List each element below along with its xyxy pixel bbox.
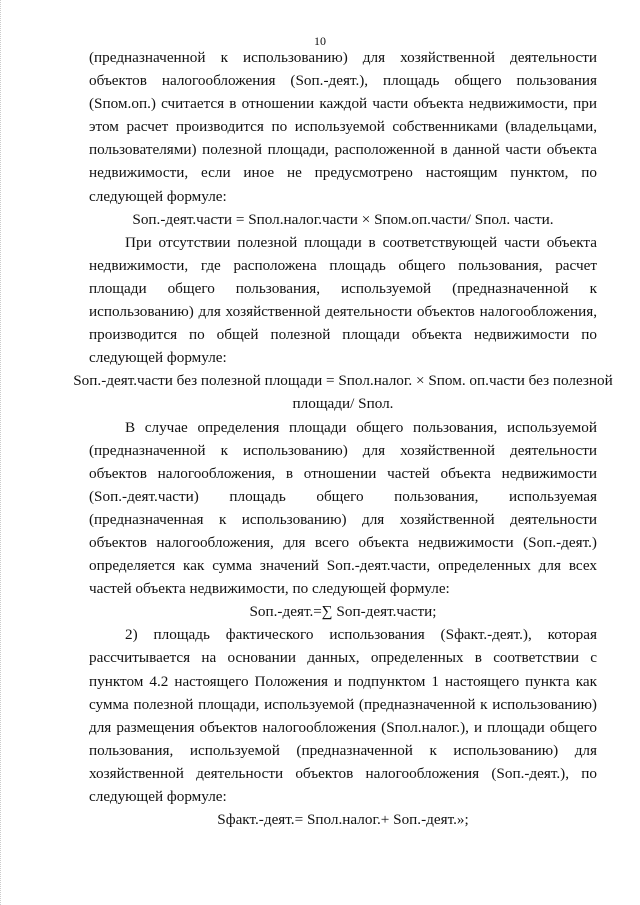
formula-actual-use: Sфакт.-деят.= Sпол.налог.+ Sоп.-деят.»;: [217, 811, 469, 829]
page-number: 10: [314, 34, 326, 48]
formula-sum-parts: Sоп.-деят.=∑ Sоп-деят.части;: [249, 603, 437, 621]
paragraph-actual-use-area: 2) площадь фактического использования (Sфакт.-деят.), которая рассчитывается на основании данных, определенных в соответствии с пунктом 4.2 настоящего Положения и подпунктом 1 настоящего пункта как сумма полезной площади, используемой (предназначенной к использованию) для размещения объектов налогообложения (Sпол.налог.), и площади общего пользования, используемой (предназначенной к использованию) для хозяйственной деятельности объектов налогообложения (Sоп.-деят.), по следующей формуле:: [89, 626, 597, 805]
paragraph-parts-sum: В случае определения площади общего пользования, используемой (предназначенной к использованию) для хозяйственной деятельности объектов налогообложения, в отношении частей объекта недвижимости (Sоп.-деят.части) площадь общего пользования, используемая (предназначенная к использованию) для хозяйственной деятельности объектов налогообложения, для всего объекта недвижимости (Sоп.-деят.) определяется как сумма значений Sоп.-деят.части, определенных для всех частей объекта недвижимости, по следующей формуле:: [89, 418, 597, 598]
paragraph-continuation: (предназначенной к использованию) для хозяйственной деятельности объектов налогообложения (Sоп.-деят.), площадь общего пользования (Sпом.оп.) считается в отношении каждой части объекта недвижимости, при этом расчет производится по используемой собственниками (владельцами, пользователями) полезной площади, расположенной в данной части объекта недвижимости, если иное не предусмотрено настоящим пунктом, по следующей формуле:: [89, 49, 597, 205]
paragraph-no-useful-area: При отсутствии полезной площади в соответствующей части объекта недвижимости, где расположена площадь общего пользования, расчет площади общего пользования, используемой (предназначенной к использованию) для хозяйственной деятельности объектов налогообложения, производится по общей полезной площади объекта недвижимости по следующей формуле:: [89, 233, 597, 367]
document-body: [73, 46, 613, 831]
formula-common-area-no-useful: Sоп.-деят.части без полезной площади = Sпол.налог. × Sпом. оп.части без полезной площади/ Sпол.: [73, 372, 613, 413]
formula-common-area-part: Sоп.-деят.части = Sпол.налог.части × Sпом.оп.части/ Sпол. части.: [132, 210, 554, 228]
page-edge: [0, 0, 3, 905]
